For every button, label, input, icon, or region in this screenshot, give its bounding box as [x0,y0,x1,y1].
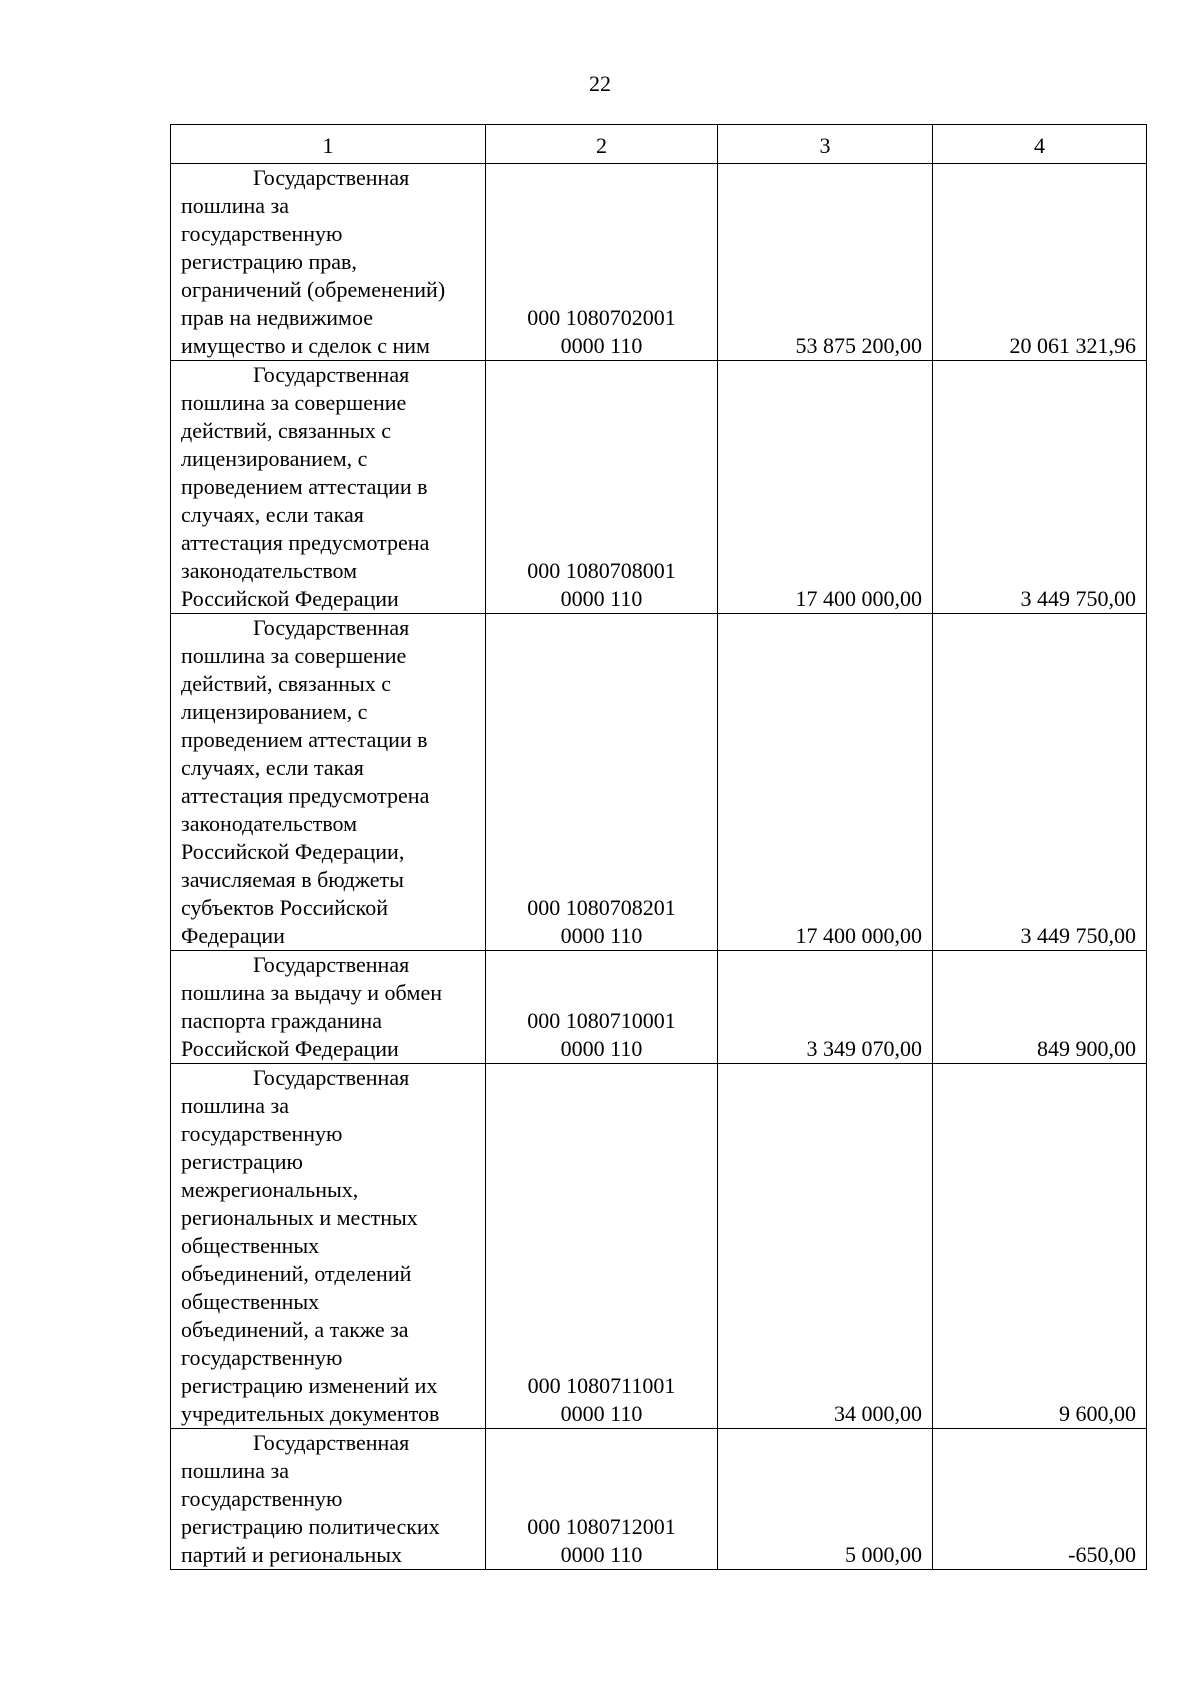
table-header-row [171,125,1147,164]
description-line: действий, связанных с [181,671,392,696]
description-line: учредительных документов [181,1401,440,1426]
description-line: партий и региональных [181,1542,403,1567]
description-line: Государственная [253,1430,410,1455]
row-description [171,614,486,951]
table-row [171,614,1147,951]
row-planned-amount: 5 000,00 [718,1429,933,1570]
table-row [171,951,1147,1064]
description-line: случаях, если такая [181,502,364,527]
description-line: законодательством [181,558,358,583]
row-description-text [181,1429,475,1569]
description-line: регистрацию прав, [181,249,357,274]
row-planned-amount: 34 000,00 [718,1064,933,1429]
row-description-text [181,361,475,613]
header-cell-1: 1 [171,125,486,164]
row-description [171,951,486,1064]
row-budget-code [486,361,718,614]
description-line: Российской Федерации, [181,839,405,864]
budget-code-line: 000 1080710001 [527,1008,676,1033]
header-cell-3: 3 [718,125,933,164]
description-line: проведением аттестации в [181,727,428,752]
row-budget-code [486,614,718,951]
row-description-text [181,164,475,360]
row-actual-amount: 20 061 321,96 [933,164,1147,361]
budget-code-line: 000 1080702001 [527,305,676,330]
row-description [171,164,486,361]
description-line: объединений, отделений [181,1261,412,1286]
description-line: пошлина за совершение [181,643,407,668]
table-row [171,1064,1147,1429]
description-line: государственную [181,1345,343,1370]
budget-code-line: 0000 110 [560,1401,643,1426]
row-planned-amount: 3 349 070,00 [718,951,933,1064]
table-body [171,125,1147,1570]
description-line: объединений, а также за [181,1317,409,1342]
description-line: субъектов Российской [181,895,389,920]
description-line: регистрацию [181,1149,303,1174]
budget-code-line: 000 1080712001 [527,1514,676,1539]
description-line: имущество и сделок с ним [181,333,430,358]
header-cell-2: 2 [486,125,718,164]
revenue-table [170,124,1147,1570]
description-line: Государственная [253,165,410,190]
description-line: Государственная [253,615,410,640]
description-line: пошлина за [181,1458,289,1483]
description-line: региональных и местных [181,1205,418,1230]
row-actual-amount: 9 600,00 [933,1064,1147,1429]
description-line: межрегиональных, [181,1177,359,1202]
description-line: прав на недвижимое [181,305,373,330]
description-line: регистрацию политических [181,1514,440,1539]
description-line: Федерации [181,923,285,948]
budget-code-line: 000 1080711001 [527,1373,676,1398]
budget-code-line: 000 1080708001 [527,558,676,583]
description-line: регистрацию изменений их [181,1373,438,1398]
header-cell-4: 4 [933,125,1147,164]
description-line: лицензированием, с [181,446,368,471]
description-line: государственную [181,1486,343,1511]
row-actual-amount: -650,00 [933,1429,1147,1570]
description-line: пошлина за совершение [181,390,407,415]
row-description [171,1064,486,1429]
row-description-text [181,951,475,1063]
description-line: Государственная [253,362,410,387]
description-line: Российской Федерации [181,1036,399,1061]
description-line: ограничений (обременений) [181,277,446,302]
description-line: паспорта гражданина [181,1008,382,1033]
description-line: общественных [181,1233,320,1258]
description-line: действий, связанных с [181,418,392,443]
row-budget-code [486,164,718,361]
description-line: законодательством [181,811,358,836]
description-line: проведением аттестации в [181,474,428,499]
table-row [171,164,1147,361]
description-line: аттестация предусмотрена [181,530,430,555]
budget-code-line: 0000 110 [560,333,643,358]
description-line: Государственная [253,1065,410,1090]
description-line: пошлина за выдачу и обмен [181,980,442,1005]
row-budget-code [486,951,718,1064]
row-planned-amount: 17 400 000,00 [718,614,933,951]
row-budget-code [486,1064,718,1429]
description-line: государственную [181,1121,343,1146]
row-description [171,1429,486,1570]
row-planned-amount: 53 875 200,00 [718,164,933,361]
description-line: случаях, если такая [181,755,364,780]
page-number: 22 [589,71,611,96]
description-line: зачисляемая в бюджеты [181,867,404,892]
row-planned-amount: 17 400 000,00 [718,361,933,614]
row-actual-amount: 3 449 750,00 [933,614,1147,951]
budget-code-line: 0000 110 [560,923,643,948]
row-description [171,361,486,614]
row-actual-amount: 3 449 750,00 [933,361,1147,614]
row-actual-amount: 849 900,00 [933,951,1147,1064]
budget-code-line: 000 1080708201 [527,895,676,920]
row-description-text [181,1064,475,1428]
description-line: аттестация предусмотрена [181,783,430,808]
description-line: Российской Федерации [181,586,399,611]
description-line: государственную [181,221,343,246]
table-row [171,1429,1147,1570]
budget-code-line: 0000 110 [560,586,643,611]
budget-code-line: 0000 110 [560,1036,643,1061]
row-description-text [181,614,475,950]
description-line: пошлина за [181,193,289,218]
description-line: общественных [181,1289,320,1314]
row-budget-code [486,1429,718,1570]
description-line: лицензированием, с [181,699,368,724]
budget-code-line: 0000 110 [560,1542,643,1567]
description-line: Государственная [253,952,410,977]
description-line: пошлина за [181,1093,289,1118]
table-row [171,361,1147,614]
